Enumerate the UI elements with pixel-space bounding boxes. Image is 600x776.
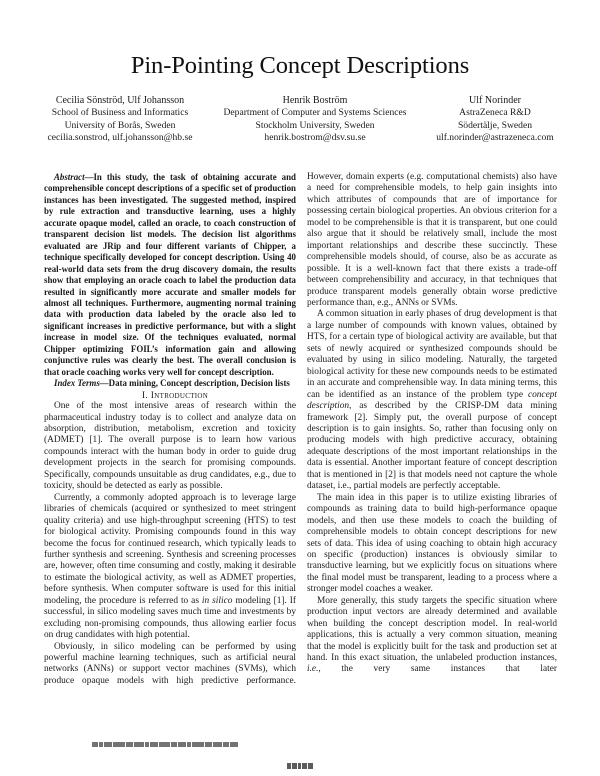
paragraph: However, domain experts (e.g. computational chemists) also have a need for comprehensible models, to help gain insights into which attributes of compounds that are of importance for possessing certain biological properties. An obvious criterion for a model to be comprehensible is that it is transparent, but one could also argue that it should be relatively small, include the most important relationships and describe these succinctly. These comprehensible models should, of course, also be as accurate as possible. It is a well-known fact that there exists a trade-off between comprehensibility and accuracy, in that techniques that produce transparent models generally obtain worse predictive performance than, e.g., ANNs or SVMs. <box>307 172 557 308</box>
paragraph <box>44 493 296 642</box>
author-affiliation: School of Business and Informatics <box>51 107 189 119</box>
author-email: ulf.norinder@astrazeneca.com <box>436 131 554 143</box>
section-title: Introduction <box>150 389 209 401</box>
abstract-label: Abstract <box>54 172 85 182</box>
section-heading-introduction <box>44 390 296 401</box>
footer-publication-line <box>92 741 238 747</box>
paragraph: One of the most intensive areas of research within the pharmaceutical industry today is to collect and analyze data on absorption, distribution, metabolism, excretion and toxicity (ADMET) [1]. The overall purpose is to learn how various compounds interact with the human body in order to guide drug development projects in the search for promising compounds. Specifically, compounds unsuitable as drug candidates, e.g., due to toxicity, should be detected as early as possible. <box>44 401 296 492</box>
author-names: Ulf Norinder <box>469 95 521 106</box>
author-affiliation: AstraZeneca R&D <box>459 107 531 119</box>
paragraph-text: Currently, a commonly adopted approach is to leverage large libraries of chemicals (acquired or synthesized to meet stringent quality criteria) and use high-throughput screening (HTS) to test for biological activity. Promising compounds found in this way become the focus for continued research, which typically leads to further synthesis and screening. Synthesis and screening processes are, however, often time consuming and costly, making it desirable to estimate the biological activity, as well as ADMET properties, before synthesis. When computer software is used for this initial modeling, the procedure is referred to as <box>44 492 296 606</box>
right-column <box>307 172 557 676</box>
abstract <box>44 172 296 378</box>
paragraph <box>307 309 557 492</box>
author-names: Cecilia Sönströd, Ulf Johansson <box>55 95 185 106</box>
paragraph-text: modeling [1]. If successful, in silico modeling saves much time and investments by excluding non-promising compounds, thus allowing earlier focus on drug candidates with high potential. <box>44 595 296 641</box>
author-names: Henrik Boström <box>282 95 348 106</box>
index-terms <box>44 378 296 389</box>
author-affiliation: Södertälje, Sweden <box>457 119 533 131</box>
paragraph: The main idea in this paper is to utilize existing libraries of compounds as training data to build high-performance opaque models, and then use these models to coach the building of comprehensible models to obtain concept descriptions for new sets of data. This idea of using coaching to obtain high accuracy on specific (production) instances is obviously similar to transductive learning, but we explicitly focus on situations where the final model must be transparent, leading to a process where a stronger model coaches a weaker. <box>307 492 557 595</box>
author-email: henrik.bostrom@dsv.su.se <box>264 131 366 143</box>
author-group-3 <box>420 95 570 144</box>
index-terms-label: Index Terms <box>54 378 100 389</box>
author-affiliation: Stockholm University, Sweden <box>255 119 375 131</box>
author-block <box>30 95 570 144</box>
author-group-2 <box>215 95 415 144</box>
paragraph <box>307 596 557 676</box>
index-terms-dash: — <box>99 378 109 389</box>
page-number <box>287 763 313 769</box>
author-email: cecilia.sonstrod, ulf.johansson@hb.se <box>47 131 193 143</box>
paper-title: Pin-Pointing Concept Descriptions <box>130 52 470 79</box>
abstract-dash: — <box>84 172 94 182</box>
emphasis: concept description <box>307 389 557 412</box>
abstract-text: In this study, the task of obtaining accurate and comprehensible concept descriptions of a specific set of production instances has been investigated. The suggested method, inspired by rule extraction and transductive learning, uses a highly accurate opaque model, called an oracle, to coach construction of transparent decision list models. The decision list algorithms evaluated are JRip and four different variants of Chipper, a technique specifically developed for concept description. Using 40 real-world data sets from the drug discovery domain, the results show that employing an oracle coach to label the production data resulted in significantly more accurate and smaller models for almost all techniques. Furthermore, augmenting normal training data with production data labeled by the oracle also led to significant increases in predictive performance, but with a slight increase in model size. Of the techniques evaluated, normal Chipper optimizing FOIL’s information gain and allowing conjunctive rules was clearly the best. The overall conclusion is that oracle coaching works very well for concept description. <box>44 172 296 377</box>
paragraph-text: , the very same instances that later <box>318 664 557 675</box>
index-terms-text: Data mining, Concept description, Decision lists <box>108 378 290 389</box>
emphasis: in silico <box>201 595 233 606</box>
author-affiliation: University of Borås, Sweden <box>64 119 176 131</box>
author-affiliation: Department of Computer and Systems Sciences <box>223 107 407 119</box>
paragraph-text: More generally, this study targets the specific situation where production input vectors are already determined and available when building the concept description model. In real-world applications, this is actually a very common situation, meaning that the model is explicitly built for the task and production set at hand. In this exact situation, the unlabeled production instances, <box>307 595 557 664</box>
section-number: I. <box>141 389 149 401</box>
left-column <box>44 172 296 687</box>
emphasis: i.e. <box>307 664 319 675</box>
author-group-1 <box>30 95 210 144</box>
paragraph: Obviously, in silico modeling can be performed by using powerful machine learning techniques, such as artificial neural networks (ANNs) or support vector machines (SVMs), which produce opaque models with high predictive performance. <box>44 641 296 686</box>
paragraph-text: A common situation in early phases of drug development is that a large number of compounds with known values, obtained by HTS, for a certain type of biological activity are available, but that sets of newly acquired or synthesized compounds should be evaluated by using in silico modeling. Naturally, the targeted biological activity for these new compounds needs to be estimated in an accurate and comprehensible way. In data mining terms, this can be identified as an instance of the problem type <box>307 309 557 400</box>
paragraph-text: , as described by the CRISP-DM data mining framework [2]. Simply put, the overall purpose of concept description is to gain insights. So, rather than focusing only on producing models with high predictive accuracy, obtaining adequate descriptions of the most important relationships in the data is essential. Another important feature of concept description that is mentioned in [2] is that models need not capture the whole dataset, i.e., partial models are perfectly acceptable. <box>307 401 557 492</box>
